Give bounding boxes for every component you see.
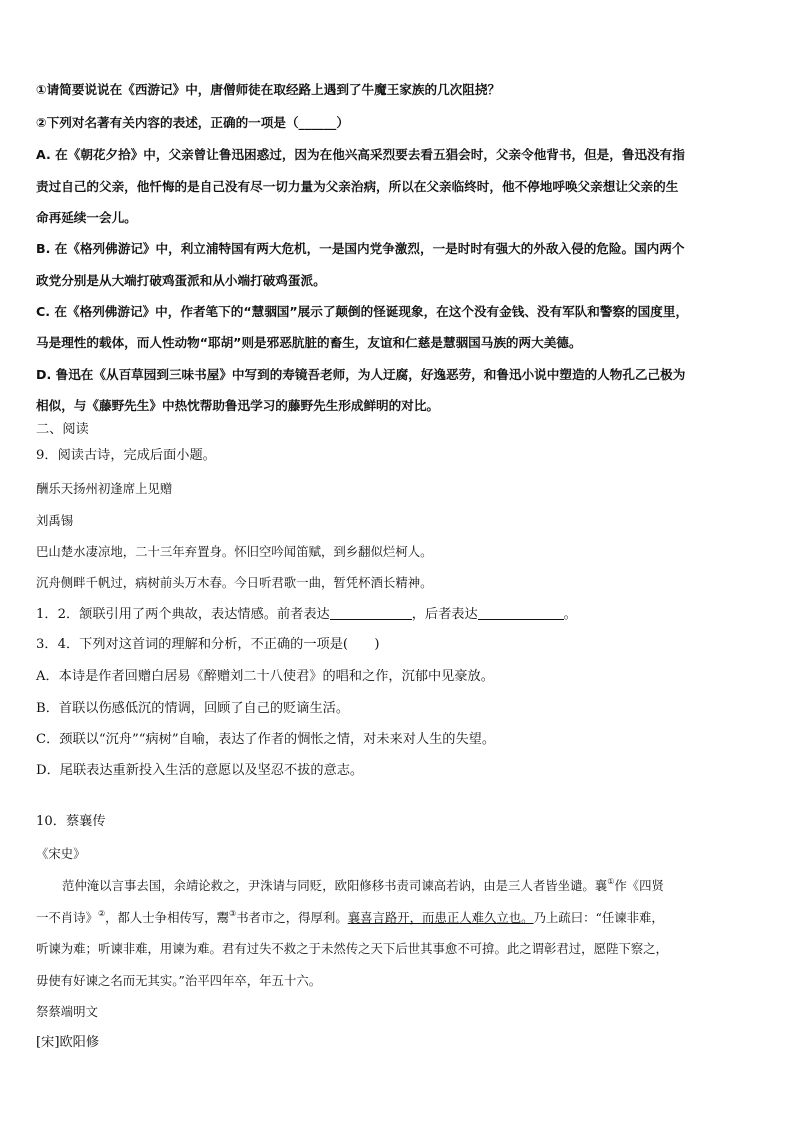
- second-passage-title: 祭蔡端明文: [36, 1004, 98, 1019]
- q8-option-a-line3: 命再延续一会儿。: [36, 210, 137, 225]
- q9-option-d: D．尾联表达重新投入生活的意愿以及坚忍不拔的意志。: [36, 763, 364, 778]
- q8-sub2: ②下列对名著有关内容的表述，正确的一项是（______）: [36, 115, 349, 130]
- q9-option-c: C．颈联以“沉舟”“病树”自喻，表达了作者的惆怅之情，对未来对人生的失望。: [36, 732, 496, 747]
- q8-option-a-line2: 责过自己的父亲，他忏悔的是自己没有尽一切力量为父亲治病，所以在父亲临终时，他不停地呼唤父亲想让父亲的生: [36, 179, 679, 194]
- section-heading: 二、阅读: [36, 422, 89, 437]
- q10-source: 《宋史》: [36, 846, 86, 861]
- q8-option-c-line2: 马是理性的载体，而人性动物“耶胡”则是邪恶肮脏的畜生，友谊和仁慈是慧骃国马族的两大美德。: [36, 335, 582, 350]
- poem-title: 酬乐天扬州初逢席上见赠: [36, 481, 173, 496]
- q8-option-d-line1: D. 鲁迅在《从百草园到三味书屋》中写到的寿镜吾老师，为人迂腐，好逸恶劳，和鲁迅小说中塑造的人物孔乙己极为: [36, 367, 686, 382]
- passage-line-2: 一不肖诗》②，都人士争相传写，鬻③书者市之，得厚利。襄喜言路开，而患正人难久立也。乃上疏曰：“任谏非难，: [36, 909, 664, 925]
- q9-subquestion-3-4: 3．4．下列对这首词的理解和分析，不正确的一项是( ): [36, 637, 380, 652]
- q8-option-d-line2: 相似，与《藤野先生》中热忱帮助鲁迅学习的藤野先生形成鲜明的对比。: [36, 398, 439, 413]
- poem-line-1: 巴山楚水凄凉地，二十三年弃置身。怀旧空吟闻笛赋，到乡翻似烂柯人。: [36, 544, 433, 559]
- q8-sub1: ①请简要说说在《西游记》中，唐僧师徒在取经路上遇到了牛魔王家族的几次阻挠？: [36, 82, 501, 97]
- q8-option-b-line1: B. 在《格列佛游记》中，利立浦特国有两大危机，一是国内党争激烈，一是时时有强大的外敌入侵的危险。国内两个: [36, 241, 685, 256]
- answer-blank-2[interactable]: [478, 605, 564, 620]
- q9-option-b: B．首联以伤感低沉的情调，回顾了自己的贬谪生活。: [36, 701, 350, 716]
- poem-author: 刘禹锡: [36, 513, 74, 528]
- q12-text-end: 。: [563, 607, 577, 622]
- q12-text-b: ，后者表达: [411, 607, 478, 622]
- q12-text-a: 1．2．颔联引用了两个典故，表达情感。前者表达: [36, 607, 330, 622]
- q8-option-a-line1: A. 在《朝花夕拾》中，父亲曾让鲁迅困惑过，因为在他兴高采烈要去看五猖会时，父亲令他背书，但是，鲁迅没有指: [36, 147, 685, 162]
- answer-blank-1[interactable]: [330, 605, 412, 620]
- passage-line-4: 毋使有好谏之名而无其实。”治平四年卒，年五十六。: [36, 973, 322, 988]
- q9-option-a: A．本诗是作者回赠白居易《醉赠刘二十八使君》的唱和之作，沉郁中见豪放。: [36, 669, 494, 684]
- footnote-marker-2: ②: [97, 909, 106, 918]
- q10-title: 10．蔡襄传: [36, 814, 106, 829]
- q8-option-b-line2: 政党分别是从大端打破鸡蛋派和从小端打破鸡蛋派。: [36, 273, 326, 288]
- q8-option-c-line1: C. 在《格列佛游记》中，作者笔下的“慧骃国”展示了颠倒的怪诞现象，在这个没有金钱、没有军队和警察的国度里，: [36, 304, 689, 319]
- footnote-marker-1: ①: [607, 877, 615, 886]
- q9-subquestion-1-2: [36, 605, 758, 624]
- q9-stem: 9．阅读古诗，完成后面小题。: [36, 448, 216, 463]
- passage-line-3: 听谏为难；听谏非难，用谏为难。君有过失不救之于未然传之天下后世其事愈不可揜。此之谓彰君过，愿陛下察之，: [36, 941, 668, 956]
- underlined-sentence: 襄喜言路开，而患正人难久立也。: [347, 910, 534, 925]
- passage-line-1: 范仲淹以言事去国，余靖论救之，尹洙请与同贬，欧阳修移书责司谏高若讷，由是三人者皆坐谴。襄①作《四贤: [62, 877, 664, 893]
- poem-line-2: 沉舟侧畔千帆过，病树前头万木春。今日听君歌一曲，暂凭杯酒长精神。: [36, 575, 433, 590]
- second-passage-author: [宋]欧阳修: [36, 1035, 100, 1050]
- footnote-marker-3: ③: [229, 909, 237, 918]
